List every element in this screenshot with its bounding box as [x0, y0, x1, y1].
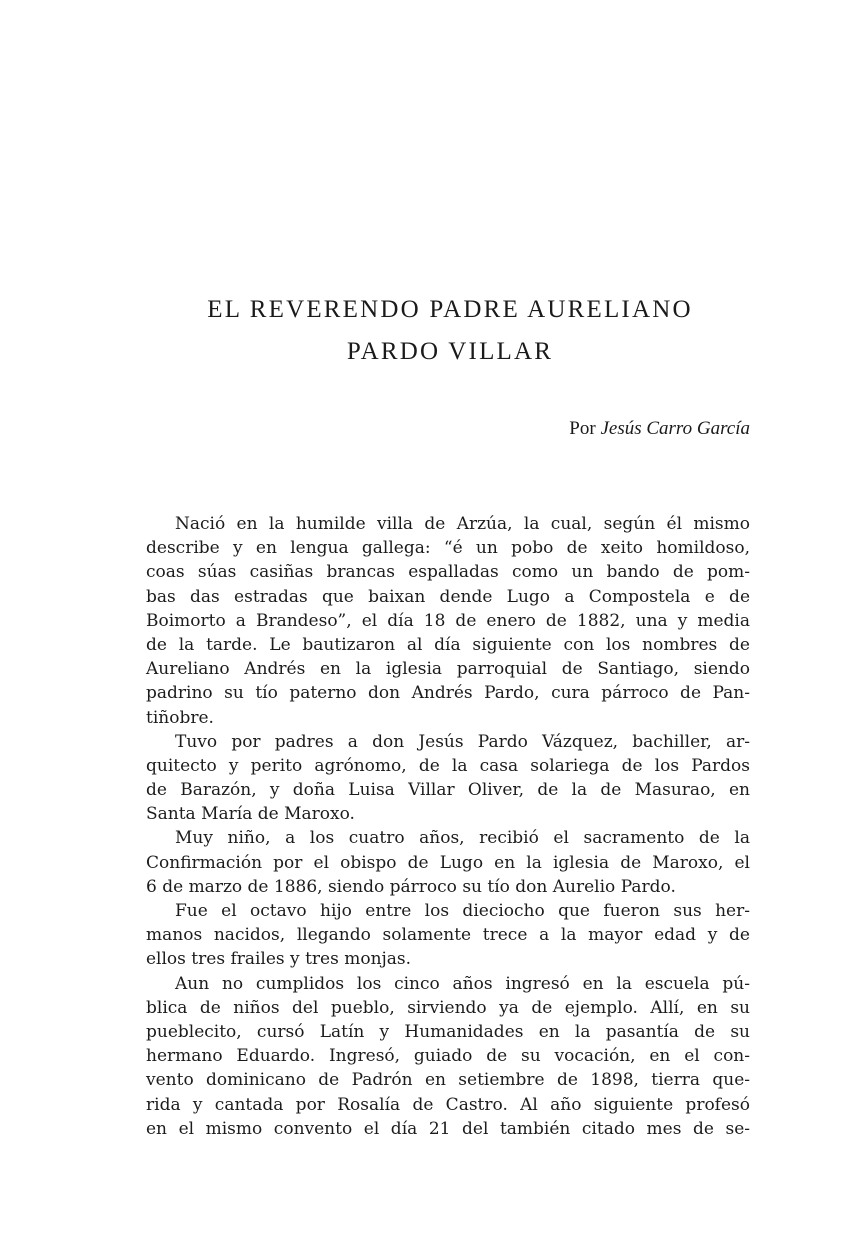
text-line: Nació en la humilde villa de Arzúa, la cual, según él mismo [175, 514, 750, 534]
text-line: Fue el octavo hijo entre los dieciocho que fueron sus her- [175, 901, 750, 921]
author-name: Jesús Carro García [600, 418, 750, 439]
article-body [146, 512, 750, 1141]
article-title-line-1: EL REVERENDO PADRE AURELIANO [207, 296, 693, 323]
text-line: Aun no cumplidos los cinco años ingresó en la escuela pú- [175, 973, 750, 994]
text-line: manos nacidos, llegando solamente trece a la mayor edad y de [146, 925, 750, 946]
text-line: pueblecito, cursó Latín y Humanidades en la pasantía de su [146, 1021, 750, 1042]
text-line: Muy niño, a los cuatro años, recibió el sacramento de la [175, 828, 750, 849]
text-line: coas súas casiñas brancas espalladas como un bando de pom- [146, 562, 750, 583]
text-line: rida y cantada por Rosalía de Castro. Al año siguiente profesó [146, 1094, 750, 1115]
text-line: Tuvo por padres a don Jesús Pardo Vázquez, bachiller, ar- [175, 731, 750, 752]
text-line: quitecto y perito agrónomo, de la casa solariega de los Pardos [146, 755, 750, 776]
text-line: hermano Eduardo. Ingresó, guiado de su vocación, en el con- [146, 1046, 750, 1067]
text-line: Aureliano Andrés en la iglesia parroquial de Santiago, siendo [146, 659, 750, 680]
text-line: vento dominicano de Padrón en setiembre de 1898, tierra que- [146, 1070, 750, 1091]
text-line: blica de niños del pueblo, sirviendo ya de ejemplo. Allí, en su [146, 997, 750, 1018]
text-line: bas das estradas que baixan dende Lugo a Compostela e de [146, 586, 750, 607]
text-line: de la tarde. Le bautizaron al día siguiente con los nombres de [146, 634, 750, 655]
text-line: Confirmación por el obispo de Lugo en la iglesia de Maroxo, el [146, 852, 750, 873]
text-line: de Barazón, y doña Luisa Villar Oliver, de la de Masurao, en [146, 780, 750, 801]
text-line: padrino su tío paterno don Andrés Pardo, cura párroco de Pan- [146, 683, 750, 704]
byline-prefix: Por [569, 418, 596, 439]
text-line: en el mismo convento el día 21 del también citado mes de se- [146, 1118, 750, 1139]
text-line: Santa María de Maroxo. [146, 804, 355, 825]
text-line: Boimorto a Brandeso”, el día 18 de enero de 1882, una y media [146, 610, 750, 631]
byline [420, 418, 750, 440]
text-line: describe y en lengua gallega: “é un pobo de xeito homildoso, [146, 538, 750, 559]
text-line: 6 de marzo de 1886, siendo párroco su tío don Aurelio Pardo. [146, 876, 676, 897]
text-line: tiñobre. [146, 707, 214, 728]
text-line: ellos tres frailes y tres monjas. [146, 949, 412, 970]
article-title-line-2: PARDO VILLAR [346, 338, 554, 365]
